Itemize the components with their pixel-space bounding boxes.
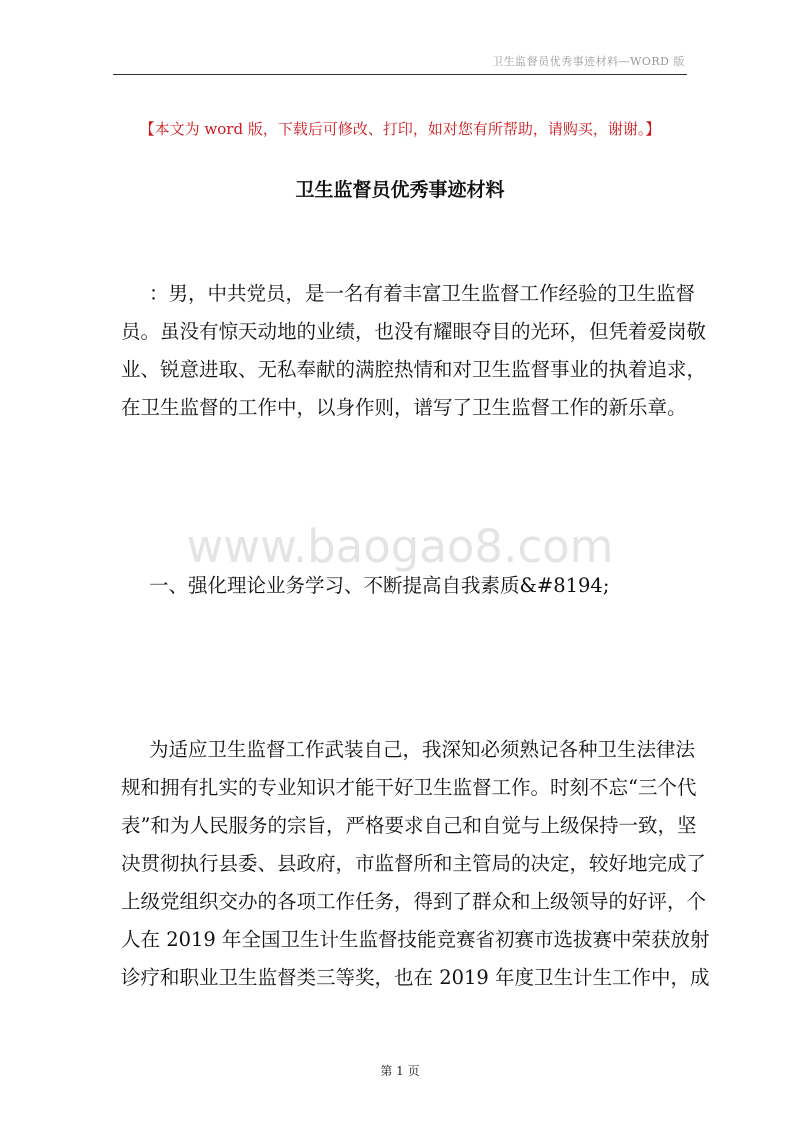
running-header: 卫生监督员优秀事迹材料—WORD 版 <box>492 55 685 68</box>
document-title: 卫生监督员优秀事迹材料 <box>295 179 505 201</box>
intro-paragraph <box>121 275 707 427</box>
section-heading: 一、强化理论业务学习、不断提高自我素质&#8194; <box>149 574 610 597</box>
page-number: 第 1 页 <box>380 1064 420 1078</box>
paragraph-line: 规和拥有扎实的专业知识才能干好卫生监督工作。时刻不忘“三个代 <box>121 776 697 799</box>
paragraph-line: 员。虽没有惊天动地的业绩，也没有耀眼夺目的光环，但凭着爱岗敬 <box>121 320 707 343</box>
purchase-notice: 【本文为 word 版，下载后可修改、打印，如对您有所帮助，请购买，谢谢。】 <box>139 120 661 138</box>
paragraph-line: ：男，中共党员，是一名有着丰富卫生监督工作经验的卫生监督 <box>149 282 696 305</box>
paragraph-line: 为适应卫生监督工作武装自己，我深知必须熟记各种卫生法律法 <box>149 738 696 761</box>
paragraph-line: 诊疗和职业卫生监督类三等奖，也在 2019 年度卫生计生工作中，成 <box>121 966 710 989</box>
watermark: www.baogao8.com <box>186 520 614 573</box>
paragraph-line: 决贯彻执行县委、县政府，市监督所和主管局的决定，较好地完成了 <box>121 852 707 875</box>
paragraph-line: 业、锐意进取、无私奉献的满腔热情和对卫生监督事业的执着追求， <box>121 358 707 381</box>
header-divider <box>113 74 687 75</box>
body-paragraph <box>121 731 710 997</box>
paragraph-line: 在卫生监督的工作中，以身作则，谱写了卫生监督工作的新乐章。 <box>121 396 687 419</box>
paragraph-line: 上级党组织交办的各项工作任务，得到了群众和上级领导的好评，个 <box>121 890 707 913</box>
paragraph-line: 人在 2019 年全国卫生计生监督技能竞赛省初赛市选拔赛中荣获放射 <box>121 928 710 951</box>
paragraph-line: 表”和为人民服务的宗旨，严格要求自己和自觉与上级保持一致，坚 <box>121 814 697 837</box>
